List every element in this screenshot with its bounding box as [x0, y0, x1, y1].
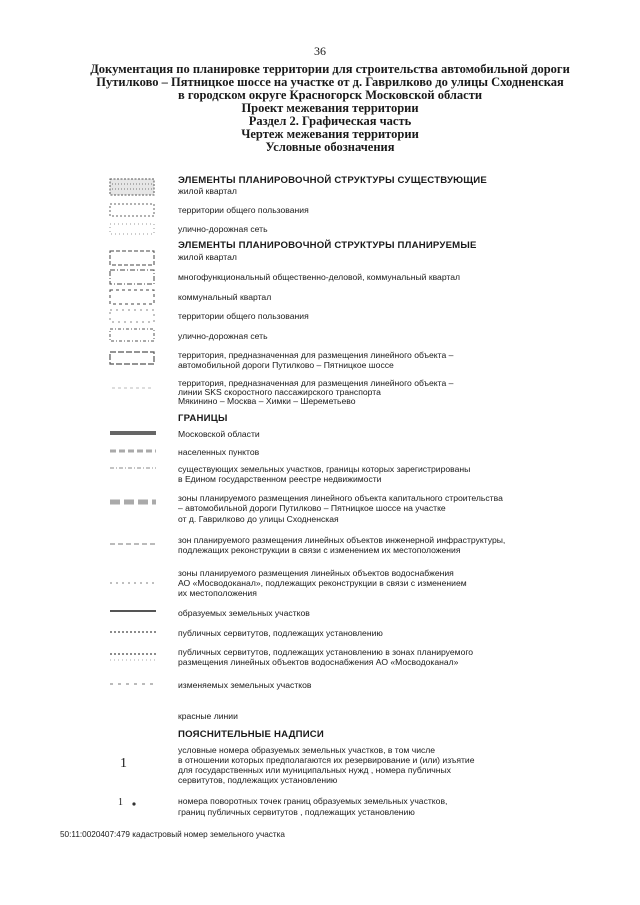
- legend-linear-road-1: территория, предназначенная для размещения линейного объекта –: [178, 350, 454, 360]
- legend-linear-rail-3: Мякинино – Москва – Химки – Шереметьево: [178, 396, 356, 406]
- page-number: 36: [314, 44, 326, 58]
- legend-border-existing-1: существующих земельных участков, границы которых зарегистрированы: [178, 464, 471, 474]
- legend-note-point-1: номера поворотных точек границ образуемых земельных участков,: [178, 796, 448, 806]
- note-number-mark: 1: [120, 756, 127, 771]
- turning-point-dot: [130, 800, 138, 808]
- legend-existing-road: улично-дорожная сеть: [178, 224, 268, 234]
- legend-border-capital-3: от д. Гаврилково до улицы Сходненская: [178, 514, 339, 524]
- legend-border-capital-2: – автомобильной дороги Путилково – Пятницкое шоссе на участке: [178, 503, 446, 513]
- border-existing-symbol: [108, 463, 158, 473]
- border-region-symbol: [108, 428, 158, 438]
- legend-planned-communal: коммунальный квартал: [178, 292, 272, 302]
- section-existing-heading: ЭЛЕМЕНТЫ ПЛАНИРОВОЧНОЙ СТРУКТУРЫ СУЩЕСТВУЮЩИЕ: [178, 175, 487, 186]
- legend-border-easement-zone-1: публичных сервитутов, подлежащих установлению в зонах планируемого: [178, 647, 474, 657]
- planned-road-symbol: [108, 327, 158, 343]
- legend-note-number-2: в отношении которых предполагаются их резервирование и (или) изъятие: [178, 755, 475, 765]
- legend-red-lines: красные линии: [178, 711, 238, 721]
- legend-border-engineering-2: подлежащих реконструкции в связи с изменением их местоположения: [178, 545, 461, 555]
- linear-rail-symbol: [108, 381, 158, 395]
- cadastral-row: [60, 830, 285, 839]
- header-line-4: Проект межевания территории: [241, 101, 419, 115]
- planned-public-symbol: [108, 308, 158, 324]
- section-borders-heading: ГРАНИЦЫ: [178, 413, 228, 424]
- legend-planned-multifunc: многофункциональный общественно-деловой, коммунальный квартал: [178, 272, 461, 282]
- legend-linear-rail-1: территория, предназначенная для размещения линейного объекта –: [178, 378, 454, 388]
- border-engineering-symbol: [108, 539, 158, 549]
- header-line-1: Документация по планировке территории для строительства автомобильной дороги: [90, 62, 570, 76]
- document-header: [80, 63, 580, 154]
- legend-border-existing-2: в Едином государственном реестре недвижимости: [178, 474, 382, 484]
- legend-border-changed: изменяемых земельных участков: [178, 680, 312, 690]
- legend-planned-road: улично-дорожная сеть: [178, 331, 268, 341]
- header-line-7: Условные обозначения: [265, 140, 395, 154]
- legend-existing-public: территории общего пользования: [178, 205, 309, 215]
- legend-border-settlements: населенных пунктов: [178, 447, 260, 457]
- legend-note-point-2: границ публичных сервитутов , подлежащих установлению: [178, 807, 415, 817]
- border-formed-symbol: [108, 607, 158, 615]
- legend-note-number-3: для государственных или муниципальных нужд , номера публичных: [178, 765, 451, 775]
- border-easement-symbol: [108, 627, 158, 637]
- border-water-symbol: [108, 578, 158, 588]
- border-easement-zone-symbol: [108, 650, 158, 664]
- legend-existing-residential: жилой квартал: [178, 186, 237, 196]
- border-capital-symbol: [108, 496, 158, 508]
- legend-border-water-2: АО «Мосводоканал», подлежащих реконструкции в связи с изменением: [178, 578, 467, 588]
- border-settlements-symbol: [108, 446, 158, 456]
- section-notes-heading: ПОЯСНИТЕЛЬНЫЕ НАДПИСИ: [178, 729, 325, 740]
- header-line-2: Путилково – Пятницкое шоссе на участке от д. Гаврилково до улицы Сходненская: [96, 75, 564, 89]
- linear-road-symbol: [108, 350, 158, 366]
- legend-border-easement-zone-2: размещения линейных объектов водоснабжения АО «Мосводоканал»: [178, 657, 459, 667]
- header-line-3: в городском округе Красногорск Московской области: [177, 88, 483, 102]
- header-line-5: Раздел 2. Графическая часть: [248, 114, 412, 128]
- existing-road-symbol: [108, 222, 158, 236]
- existing-residential-symbol: [108, 177, 158, 197]
- planned-residential-symbol: [108, 249, 158, 267]
- legend-border-capital-1: зоны планируемого размещения линейного объекта капитального строительства: [178, 493, 503, 503]
- legend-border-easement: публичных сервитутов, подлежащих установлению: [178, 628, 383, 638]
- header-line-6: Чертеж межевания территории: [241, 127, 419, 141]
- legend-note-number-4: сервитутов, подлежащих установлению: [178, 775, 338, 785]
- planned-communal-symbol: [108, 288, 158, 306]
- existing-public-symbol: [108, 202, 158, 218]
- legend-linear-rail-2: линии SKS скоростного пассажирского транспорта: [178, 387, 381, 397]
- note-point-mark: 1: [118, 797, 123, 808]
- border-changed-symbol: [108, 679, 158, 689]
- cadastral-example: 50:11:0020407:479: [60, 830, 130, 839]
- legend-linear-road-2: автомобильной дороги Путилково – Пятницкое шоссе: [178, 360, 394, 370]
- cadastral-label: кадастровый номер земельного участка: [132, 830, 285, 839]
- legend-border-region: Московской области: [178, 429, 260, 439]
- legend-border-water-1: зоны планируемого размещения линейных объектов водоснабжения: [178, 568, 454, 578]
- legend-planned-residential: жилой квартал: [178, 252, 237, 262]
- legend-planned-public: территории общего пользования: [178, 311, 309, 321]
- section-planned-heading: ЭЛЕМЕНТЫ ПЛАНИРОВОЧНОЙ СТРУКТУРЫ ПЛАНИРУЕМЫЕ: [178, 240, 477, 251]
- planned-multifunc-symbol: [108, 268, 158, 286]
- legend-border-water-3: их местоположения: [178, 588, 257, 598]
- legend-note-number-1: условные номера образуемых земельных участков, в том числе: [178, 745, 436, 755]
- legend-border-formed: образуемых земельных участков: [178, 608, 310, 618]
- legend-border-engineering-1: зон планируемого размещения линейных объектов инженерной инфраструктуры,: [178, 535, 506, 545]
